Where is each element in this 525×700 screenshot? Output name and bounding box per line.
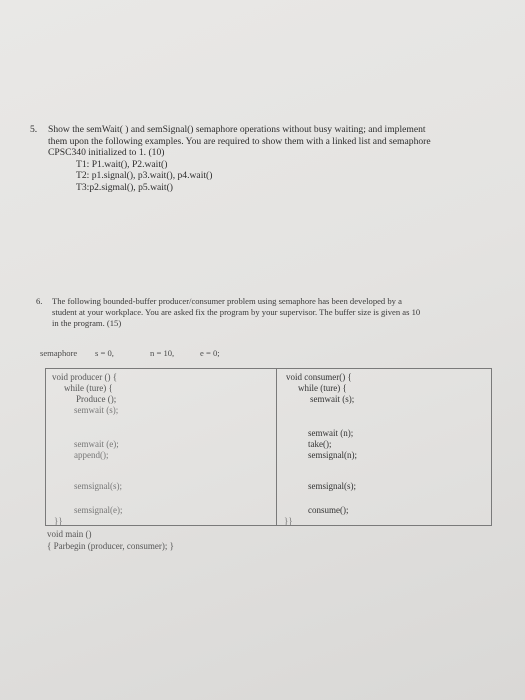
consumer-line-1: void consumer() { — [286, 372, 352, 382]
question-5-line-1: Show the semWait( ) and semSignal() semaphore operations without busy waiting; and implement — [48, 124, 426, 135]
question-6-line-2: student at your workplace. You are asked fix the program by your supervisor. The buffer size is given as 10 — [52, 306, 421, 317]
producer-line-1: void producer () { — [52, 372, 118, 382]
producer-line-5: semwait (e); — [74, 439, 119, 449]
consumer-line-8: consume(); — [308, 505, 349, 515]
question-6-line-1: The following bounded-buffer producer/consumer problem using semaphore has been developed by a — [52, 296, 402, 306]
question-5-example-3: T3:p2.sigmal(), p5.wait() — [76, 181, 173, 193]
semaphore-e-init: e = 0; — [200, 348, 220, 358]
producer-line-8: semsignal(e); — [74, 505, 123, 515]
main-line-1: void main () — [47, 529, 92, 539]
consumer-line-6: semsignal(n); — [308, 450, 357, 460]
question-5 — [30, 124, 500, 194]
consumer-line-5: take(); — [308, 439, 332, 449]
question-6-line-3: in the program. (15) — [52, 317, 122, 328]
consumer-line-4: semwait (n); — [308, 428, 354, 438]
question-5-example-2: T2: p1.signal(), p3.wait(), p4.wait() — [76, 170, 213, 182]
question-6-number: 6. — [36, 296, 43, 306]
question-6 — [36, 296, 498, 328]
producer-line-4: semwait (s); — [74, 405, 119, 415]
table-column-divider — [276, 369, 277, 525]
consumer-line-7: semsignal(s); — [308, 481, 356, 491]
code-table — [45, 368, 492, 526]
semaphore-s-init: s = 0, — [95, 348, 114, 358]
consumer-line-2: while (ture) { — [298, 383, 347, 393]
consumer-line-9: }} — [284, 516, 293, 526]
question-5-example-1: T1: P1.wait(), P2.wait() — [76, 158, 168, 170]
producer-line-6: append(); — [74, 450, 109, 460]
semaphore-keyword: semaphore — [40, 348, 78, 358]
producer-line-2: while (ture) { — [64, 383, 113, 393]
question-5-line-3: CPSC340 initialized to 1. (10) — [48, 147, 165, 159]
consumer-line-3: semwait (s); — [310, 394, 355, 404]
question-5-line-2: them upon the following examples. You are required to show them with a linked list and semaphore — [48, 135, 431, 147]
main-line-2: { Parbegin (producer, consumer); } — [47, 541, 174, 551]
semaphore-n-init: n = 10, — [150, 348, 175, 358]
question-5-number: 5. — [30, 124, 38, 135]
producer-line-7: semsignal(s); — [74, 481, 122, 491]
producer-line-3: Produce (); — [76, 394, 117, 404]
producer-line-9: }} — [54, 516, 63, 526]
